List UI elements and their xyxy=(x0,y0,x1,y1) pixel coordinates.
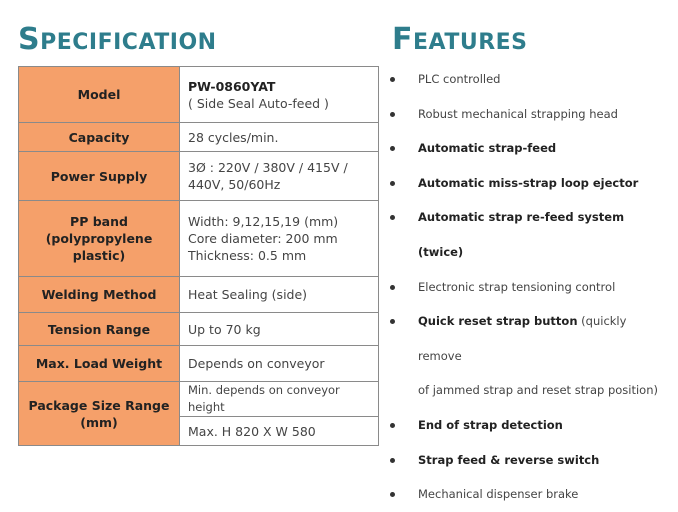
feature-text: Strap feed & reverse switch xyxy=(418,452,600,467)
pp-band-line: Width: 9,12,15,19 (mm) xyxy=(188,214,339,229)
bullet-icon xyxy=(390,285,395,290)
pp-band-label-line: PP band xyxy=(70,214,128,229)
power-supply-line: 440V, 50/60Hz xyxy=(188,177,281,192)
feature-text: Mechanical dispenser brake xyxy=(418,487,579,502)
model-number: PW-0860YAT xyxy=(188,78,276,94)
spec-value-pp-band xyxy=(180,201,379,277)
feature-text-rest: (quickly remove xyxy=(418,314,627,363)
spec-value-package-size-min: Min. depends on conveyor height xyxy=(180,382,379,417)
spec-label-package-size xyxy=(19,382,180,446)
spec-row-tension-range xyxy=(19,313,379,346)
bullet-icon xyxy=(390,215,395,220)
spec-row-welding-method xyxy=(19,277,379,313)
spec-value-capacity: 28 cycles/min. xyxy=(180,123,379,152)
feature-item xyxy=(388,97,668,132)
feature-item xyxy=(388,443,668,478)
feature-text: End of strap detection xyxy=(418,417,563,432)
spec-label-model: Model xyxy=(19,67,180,123)
spec-row-capacity xyxy=(19,123,379,152)
feature-text-bold: Quick reset strap button xyxy=(418,314,578,329)
bullet-icon xyxy=(390,319,395,324)
feature-text: Robust mechanical strapping head xyxy=(418,106,618,121)
bullet-icon xyxy=(390,181,395,186)
feature-item xyxy=(388,408,668,443)
feature-text: Automatic strap re-feed system (twice) xyxy=(418,210,625,259)
spec-row-package-size xyxy=(19,382,379,417)
spec-value-model xyxy=(180,67,379,123)
feature-item xyxy=(388,304,668,373)
feature-item xyxy=(388,131,668,166)
spec-label-pp-band xyxy=(19,201,180,277)
feature-item xyxy=(388,62,668,97)
package-size-label-line: Package Size Range xyxy=(28,397,170,413)
bullet-icon xyxy=(390,112,395,117)
specification-heading-cap: S xyxy=(18,22,41,57)
features-list xyxy=(388,62,668,512)
pp-band-line: Thickness: 0.5 mm xyxy=(188,248,307,263)
spec-value-welding-method: Heat Sealing (side) xyxy=(180,277,379,313)
model-subtitle: ( Side Seal Auto-feed ) xyxy=(188,95,329,111)
pp-band-label-line: (polypropylene plastic) xyxy=(45,231,153,263)
bullet-icon xyxy=(390,146,395,151)
bullet-icon xyxy=(390,423,395,428)
spec-label-power-supply: Power Supply xyxy=(19,152,180,201)
feature-item-continuation xyxy=(388,373,668,408)
bullet-icon xyxy=(390,492,395,497)
bullet-icon xyxy=(390,77,395,82)
spec-value-tension-range: Up to 70 kg xyxy=(180,313,379,346)
feature-text: Automatic strap-feed xyxy=(418,141,557,156)
features-heading-cap: F xyxy=(392,22,413,57)
feature-text: Automatic miss-strap loop ejector xyxy=(418,175,639,190)
feature-item xyxy=(388,166,668,201)
spec-label-max-load-weight: Max. Load Weight xyxy=(19,346,180,382)
specification-table xyxy=(18,66,379,446)
spec-value-package-size-max: Max. H 820 X W 580 xyxy=(180,417,379,446)
spec-value-power-supply xyxy=(180,152,379,201)
bullet-icon xyxy=(390,458,395,463)
spec-row-max-load-weight xyxy=(19,346,379,382)
spec-row-model xyxy=(19,67,379,123)
spec-label-capacity: Capacity xyxy=(19,123,180,152)
feature-item xyxy=(388,270,668,305)
spec-row-pp-band xyxy=(19,201,379,277)
feature-text: PLC controlled xyxy=(418,72,501,86)
specification-heading-rest: PECIFICATION xyxy=(40,30,217,55)
feature-text: of jammed strap and reset strap position) xyxy=(418,383,658,398)
specification-heading xyxy=(18,22,217,57)
feature-item xyxy=(388,477,668,512)
features-heading xyxy=(392,22,528,57)
pp-band-line: Core diameter: 200 mm xyxy=(188,231,338,246)
spec-row-power-supply xyxy=(19,152,379,201)
features-heading-rest: EATURES xyxy=(413,30,528,55)
spec-value-max-load-weight: Depends on conveyor xyxy=(180,346,379,382)
spec-label-tension-range: Tension Range xyxy=(19,313,180,346)
spec-label-welding-method: Welding Method xyxy=(19,277,180,313)
package-size-label-line: (mm) xyxy=(80,414,118,430)
feature-text: Electronic strap tensioning control xyxy=(418,279,616,294)
power-supply-line: 3Ø : 220V / 380V / 415V / xyxy=(188,160,348,175)
feature-item xyxy=(388,200,668,269)
